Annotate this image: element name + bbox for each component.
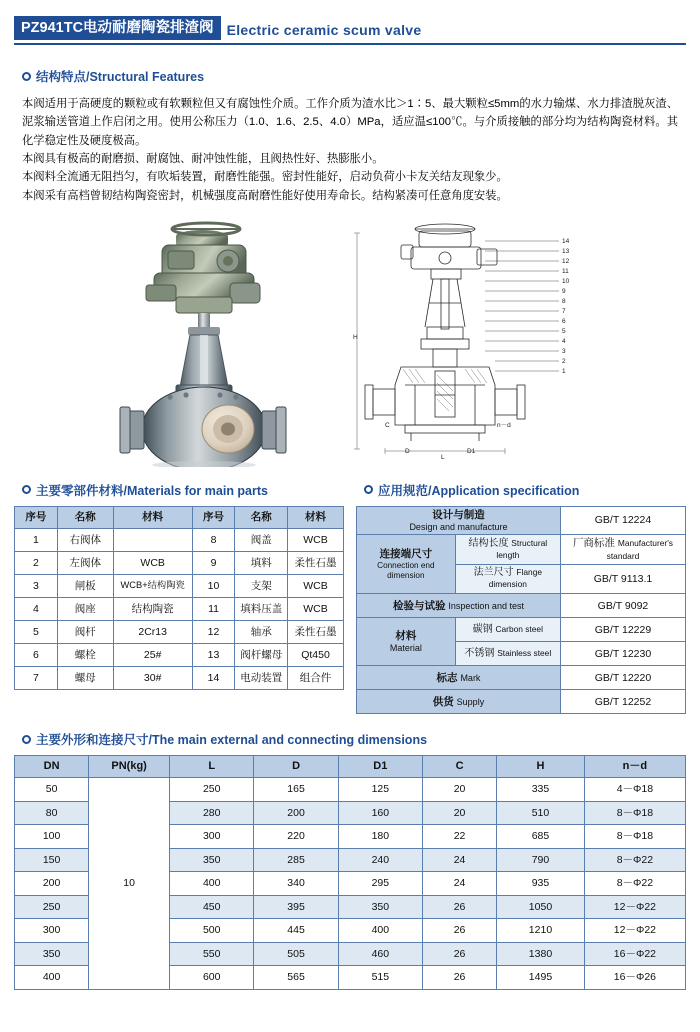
valve-body (120, 387, 286, 467)
svg-text:6: 6 (562, 317, 566, 325)
table-row (15, 778, 686, 802)
cell-material: 柔性石墨 (288, 620, 344, 643)
cell-material: WCB (113, 551, 192, 574)
svg-text:L: L (441, 453, 445, 461)
cell-d: 395 (254, 895, 338, 919)
features-paragraph-4: 本阀采有高档曾韧结构陶瓷密封，机械强度高耐磨性能好使用寿命长。结构紧凑可任意角度安装。 (22, 189, 508, 202)
col-header-name-1: 名称 (57, 506, 113, 528)
cell-name: 阀杆 (57, 620, 113, 643)
svg-text:10: 10 (562, 277, 570, 285)
cell-sub-structural-length: 结构长度 Structural length (455, 535, 560, 565)
cell-d1: 240 (338, 848, 422, 872)
table-row (15, 574, 344, 597)
cell-c: 20 (422, 801, 496, 825)
table-row (357, 535, 686, 565)
svg-text:D1: D1 (467, 447, 476, 455)
cell-nd: 8－Φ22 (584, 848, 685, 872)
cell-standard: GB/T 9113.1 (560, 565, 685, 594)
col-header-dn: DN (15, 756, 89, 778)
cell-l: 600 (170, 966, 254, 990)
section-heading-dimensions (22, 730, 700, 748)
col-header-pn: PN(kg) (89, 756, 170, 778)
page-title-cn: PZ941TC电动耐磨陶瓷排渣阀 (14, 16, 221, 40)
col-header-name-2: 名称 (235, 506, 288, 528)
cell-h: 1050 (497, 895, 585, 919)
row-label-material: 材料 Material (357, 618, 456, 666)
cell-name: 闸板 (57, 574, 113, 597)
section-heading-materials (22, 481, 344, 499)
cell-name: 填料 (235, 551, 288, 574)
row-label-supply: 供货 Supply (357, 690, 561, 714)
cell-material: 结构陶瓷 (113, 597, 192, 620)
cell-h: 510 (497, 801, 585, 825)
cell-standard-manufacturer: 厂商标准 Manufacturer's standard (560, 535, 685, 565)
svg-text:4: 4 (562, 337, 566, 345)
cell-d1: 400 (338, 919, 422, 943)
figures-row (0, 213, 700, 471)
col-header-c: C (422, 756, 496, 778)
row-label-design-and-manufacture: 设计与制造 Design and manufacture (357, 506, 561, 534)
section-heading-label: 主要外形和连接尺寸/The main external and connecting dimensions (36, 733, 428, 748)
cell-d1: 515 (338, 966, 422, 990)
cell-standard: GB/T 12229 (560, 618, 685, 642)
table-row (15, 597, 344, 620)
cell-l: 280 (170, 801, 254, 825)
section-heading-structural-features (22, 67, 700, 85)
table-header-row (15, 756, 686, 778)
cell-no: 8 (192, 528, 235, 551)
section-heading-label: 应用规范/Application specification (378, 483, 580, 498)
cell-name: 轴承 (235, 620, 288, 643)
cell-nd: 12－Φ22 (584, 919, 685, 943)
svg-text:9: 9 (562, 287, 566, 295)
col-header-d1: D1 (338, 756, 422, 778)
electric-ceramic-scum-valve-photo (110, 215, 320, 467)
datasheet-page (0, 16, 700, 1032)
col-header-no-1: 序号 (15, 506, 58, 528)
table-row (15, 528, 344, 551)
cell-dn: 300 (15, 919, 89, 943)
cell-no: 12 (192, 620, 235, 643)
cell-nd: 8－Φ18 (584, 801, 685, 825)
features-paragraph-1: 本阀适用于高硬度的颗粒或有软颗粒但又有腐蚀性介质。工作介质为渣水比＞1∶5、最大颗粒≤5mm的水力输煤、水力排渣脱灰渣、泥浆输送管道上作启闭之用。使用公称压力（1.0、1.6、2.5、4.0）MPa，适应温≤100℃。与介质接触的部分均为结构陶瓷材料。其化学稳定性及硬度极高。 (22, 98, 678, 147)
cell-standard: GB/T 12230 (560, 642, 685, 666)
dimensions-wrapper (0, 755, 700, 990)
cell-d: 565 (254, 966, 338, 990)
svg-text:1: 1 (562, 367, 566, 375)
table-row (15, 620, 344, 643)
svg-text:13: 13 (562, 247, 570, 255)
dimensions-table (14, 755, 686, 990)
cell-material: 30# (113, 666, 192, 689)
cell-h: 790 (497, 848, 585, 872)
cell-pn: 10 (89, 778, 170, 990)
cell-d1: 350 (338, 895, 422, 919)
cell-dn: 100 (15, 825, 89, 849)
cell-name: 电动装置 (235, 666, 288, 689)
cell-nd: 16－Φ26 (584, 966, 685, 990)
ring-bullet-icon (364, 485, 373, 494)
cell-h: 1210 (497, 919, 585, 943)
svg-text:7: 7 (562, 307, 566, 315)
cell-d: 285 (254, 848, 338, 872)
cell-material: 2Cr13 (113, 620, 192, 643)
cell-sub-stainless-steel: 不锈钢 Stainless steel (455, 642, 560, 666)
cell-no: 6 (15, 643, 58, 666)
cell-no: 4 (15, 597, 58, 620)
col-header-material-2: 材料 (288, 506, 344, 528)
cell-name: 螺栓 (57, 643, 113, 666)
cell-name: 阀盖 (235, 528, 288, 551)
cell-standard: GB/T 12252 (560, 690, 685, 714)
cell-d1: 295 (338, 872, 422, 896)
cell-d1: 460 (338, 942, 422, 966)
cell-h: 1495 (497, 966, 585, 990)
cell-c: 26 (422, 895, 496, 919)
valve-drawing-svg (345, 219, 665, 465)
ring-bullet-icon (22, 485, 31, 494)
cell-name: 右阀体 (57, 528, 113, 551)
cell-material: 25# (113, 643, 192, 666)
table-row (15, 643, 344, 666)
table-row (357, 666, 686, 690)
cell-nd: 12－Φ22 (584, 895, 685, 919)
cell-l: 300 (170, 825, 254, 849)
application-specification-table (356, 506, 686, 715)
cell-sub-flange-dimension: 法兰尺寸 Flange dimension (455, 565, 560, 594)
cell-name: 阀杆螺母 (235, 643, 288, 666)
svg-text:11: 11 (562, 267, 569, 275)
cell-no: 11 (192, 597, 235, 620)
cell-dn: 150 (15, 848, 89, 872)
cell-h: 685 (497, 825, 585, 849)
svg-text:5: 5 (562, 327, 566, 335)
cell-c: 26 (422, 942, 496, 966)
cell-l: 500 (170, 919, 254, 943)
cell-l: 400 (170, 872, 254, 896)
cell-no: 5 (15, 620, 58, 643)
features-paragraph-2: 本阀具有极高的耐磨损、耐腐蚀、耐冲蚀性能，且阀热性好、热膨胀小。 (22, 153, 384, 166)
cell-no: 7 (15, 666, 58, 689)
cell-name: 螺母 (57, 666, 113, 689)
cell-material: WCB (288, 574, 344, 597)
svg-text:H: H (353, 333, 358, 341)
cell-c: 24 (422, 848, 496, 872)
section-heading-label: 结构特点/Structural Features (36, 70, 205, 85)
cell-c: 26 (422, 919, 496, 943)
cell-material: Qt450 (288, 643, 344, 666)
cell-name: 填料压盖 (235, 597, 288, 620)
svg-text:12: 12 (562, 257, 570, 265)
col-header-d: D (254, 756, 338, 778)
cell-dn: 350 (15, 942, 89, 966)
cell-no: 13 (192, 643, 235, 666)
cell-c: 20 (422, 778, 496, 802)
col-header-l: L (170, 756, 254, 778)
table-row (357, 594, 686, 618)
cell-no: 14 (192, 666, 235, 689)
table-header-row (15, 506, 344, 528)
cell-name: 支架 (235, 574, 288, 597)
cell-material: WCB (288, 597, 344, 620)
cell-material: 柔性石墨 (288, 551, 344, 574)
cell-sub-carbon-steel: 碳钢 Carbon steel (455, 618, 560, 642)
appspec-column (356, 481, 686, 715)
valve-photo-svg (110, 215, 320, 467)
cell-d1: 125 (338, 778, 422, 802)
cell-standard: GB/T 12224 (560, 506, 685, 534)
cell-material: WCB+结构陶瓷 (113, 574, 192, 597)
features-paragraph-3: 本阀料全流通无阻挡匀，有吹垢装置，耐磨性能强。密封性能好，启动负荷小卡友关结友现象少。 (22, 171, 508, 184)
cell-d: 220 (254, 825, 338, 849)
row-label-mark: 标志 Mark (357, 666, 561, 690)
cell-no: 2 (15, 551, 58, 574)
cell-standard: GB/T 9092 (560, 594, 685, 618)
cell-d: 200 (254, 801, 338, 825)
cell-dn: 250 (15, 895, 89, 919)
cell-h: 335 (497, 778, 585, 802)
ring-bullet-icon (22, 72, 31, 81)
table-row (357, 506, 686, 534)
table-row (357, 618, 686, 642)
cell-material: 组合件 (288, 666, 344, 689)
cell-dn: 50 (15, 778, 89, 802)
col-header-h: H (497, 756, 585, 778)
cell-d: 165 (254, 778, 338, 802)
cell-nd: 8－Φ18 (584, 825, 685, 849)
col-header-nd: n－d (584, 756, 685, 778)
ring-bullet-icon (22, 735, 31, 744)
cell-dn: 400 (15, 966, 89, 990)
cell-no: 3 (15, 574, 58, 597)
cell-nd: 4－Φ18 (584, 778, 685, 802)
cell-material (113, 528, 192, 551)
svg-text:8: 8 (562, 297, 566, 305)
cell-nd: 8－Φ22 (584, 872, 685, 896)
cell-dn: 80 (15, 801, 89, 825)
svg-text:C: C (385, 421, 390, 429)
cell-c: 26 (422, 966, 496, 990)
cell-h: 935 (497, 872, 585, 896)
cell-no: 9 (192, 551, 235, 574)
cell-d: 445 (254, 919, 338, 943)
svg-text:n－d: n－d (497, 421, 511, 429)
valve-stem-and-yoke (180, 313, 228, 387)
cell-l: 250 (170, 778, 254, 802)
col-header-no-2: 序号 (192, 506, 235, 528)
cell-d1: 160 (338, 801, 422, 825)
cell-material: WCB (288, 528, 344, 551)
page-header (14, 16, 686, 45)
cell-c: 24 (422, 872, 496, 896)
table-row (15, 666, 344, 689)
table-row (357, 690, 686, 714)
valve-sectional-drawing (345, 219, 665, 465)
cell-standard: GB/T 12220 (560, 666, 685, 690)
structural-features-text (22, 95, 678, 205)
svg-text:D: D (405, 447, 410, 455)
svg-text:3: 3 (562, 347, 566, 355)
col-header-material-1: 材料 (113, 506, 192, 528)
cell-no: 1 (15, 528, 58, 551)
section-heading-label: 主要零部件材料/Materials for main parts (36, 483, 268, 498)
cell-c: 22 (422, 825, 496, 849)
electric-actuator (146, 223, 260, 313)
cell-name: 阀座 (57, 597, 113, 620)
cell-d: 340 (254, 872, 338, 896)
cell-nd: 16－Φ22 (584, 942, 685, 966)
cell-l: 550 (170, 942, 254, 966)
materials-column (14, 481, 344, 715)
cell-name: 左阀体 (57, 551, 113, 574)
cell-l: 350 (170, 848, 254, 872)
table-row (15, 551, 344, 574)
cell-dn: 200 (15, 872, 89, 896)
cell-d: 505 (254, 942, 338, 966)
svg-text:14: 14 (562, 237, 570, 245)
row-label-connection-end-dimension: 连接端尺寸 Connection end dimension (357, 535, 456, 594)
cell-h: 1380 (497, 942, 585, 966)
section-heading-appspec (364, 481, 686, 499)
page-title-en: Electric ceramic scum valve (226, 22, 422, 39)
mid-section (0, 481, 700, 715)
row-label-inspection-and-test: 检验与试验 Inspection and test (357, 594, 561, 618)
svg-text:2: 2 (562, 357, 566, 365)
cell-no: 10 (192, 574, 235, 597)
cell-l: 450 (170, 895, 254, 919)
cell-d1: 180 (338, 825, 422, 849)
materials-table (14, 506, 344, 690)
